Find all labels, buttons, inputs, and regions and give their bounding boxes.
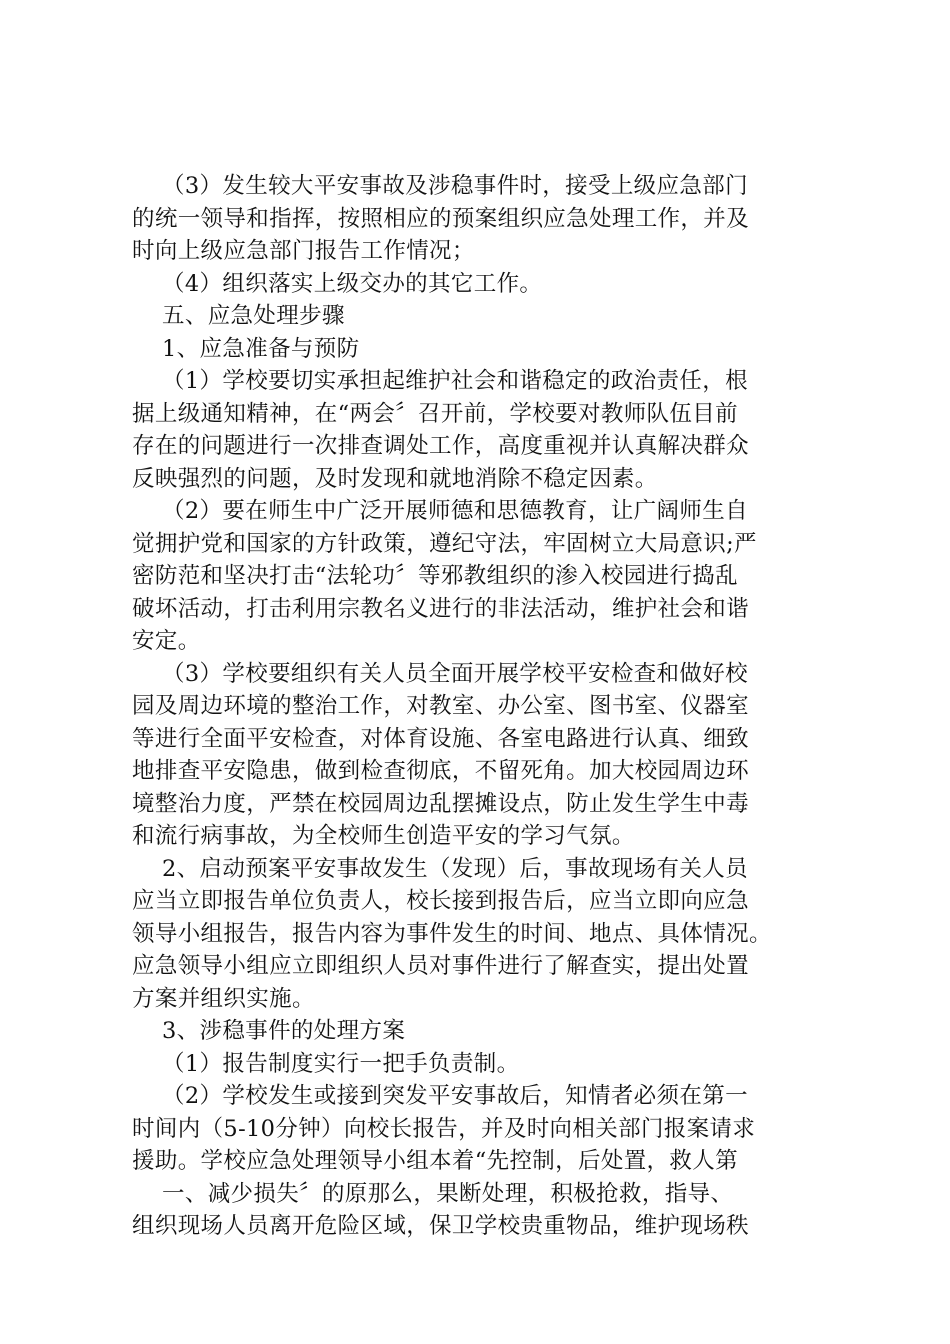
text-line: 破坏活动，打击利用宗教名义进行的非法活动，维护社会和谐	[132, 595, 749, 622]
text-line: 据上级通知精神，在“两会〞召开前，学校要对教师队伍目前	[132, 400, 738, 427]
text-line: 领导小组报告，报告内容为事件发生的时间、地点、具体情况。	[132, 920, 772, 947]
text-line: 境整治力度，严禁在校园周边乱摆摊设点，防止发生学生中毒	[132, 790, 749, 817]
text-line: 的统一领导和指挥，按照相应的预案组织应急处理工作，并及	[132, 205, 749, 232]
text-line: 反映强烈的问题，及时发现和就地消除不稳定因素。	[132, 465, 658, 492]
text-line: （2）要在师生中广泛开展师德和思德教育，让广阔师生自	[132, 498, 748, 524]
text-line: （1）学校要切实承担起维护社会和谐稳定的政治责任，根	[132, 368, 748, 394]
text-line: 密防范和坚决打击“法轮功〞等邪教组织的渗入校园进行捣乱	[132, 563, 738, 589]
text-line: 方案并组织实施。	[132, 985, 315, 1012]
text-line: （4）组织落实上级交办的其它工作。	[132, 270, 543, 297]
text-line: 应急领导小组应立即组织人员对事件进行了解查实，提出处置	[132, 953, 749, 979]
text-line: 存在的问题进行一次排查调处工作，高度重视并认真解决群众	[132, 433, 749, 459]
text-line: 地排查平安隐患，做到检查彻底，不留死角。加大校园周边环	[132, 758, 749, 784]
text-line: 等进行全面平安检查，对体育设施、各室电路进行认真、细致	[132, 725, 749, 752]
text-line: 组织现场人员离开危险区域，保卫学校贵重物品，维护现场秩	[132, 1213, 749, 1239]
section-heading: 五、应急处理步骤	[132, 303, 345, 329]
text-line: 安定。	[132, 628, 201, 654]
text-line: 觉拥护党和国家的方针政策，遵纪守法，牢固树立大局意识;严	[132, 530, 757, 557]
text-line: 一、减少损失〞的原那么，果断处理，积极抢救，指导、	[132, 1180, 734, 1207]
text-line: 园及周边环境的整治工作，对教室、办公室、图书室、仪器室	[132, 693, 749, 719]
text-line: 应当立即报告单位负责人，校长接到报告后，应当立即向应急	[132, 888, 749, 914]
text-line: 时向上级应急部门报告工作情况；	[132, 238, 475, 264]
text-line: 时间内（5-10分钟）向校长报告，并及时向相关部门报案请求	[132, 1115, 756, 1142]
text-line: （1）报告制度实行一把手负责制。	[132, 1050, 520, 1077]
text-line: （3）学校要组织有关人员全面开展学校平安检查和做好校	[132, 660, 748, 687]
text-line: 和流行病事故，为全校师生创造平安的学习气氛。	[132, 823, 635, 849]
text-line: （2）学校发生或接到突发平安事故后，知情者必须在第一	[132, 1083, 748, 1109]
document-body	[132, 170, 832, 1243]
text-line: （3）发生较大平安事故及涉稳事件时，接受上级应急部门	[132, 173, 748, 199]
subsection-heading: 1、应急准备与预防	[132, 335, 360, 362]
subsection-heading: 3、涉稳事件的处理方案	[132, 1018, 406, 1044]
text-line: 援助。学校应急处理领导小组本着“先控制，后处置，救人第	[132, 1148, 738, 1174]
text-line: 2、启动预案平安事故发生（发现）后，事故现场有关人员	[132, 855, 748, 882]
